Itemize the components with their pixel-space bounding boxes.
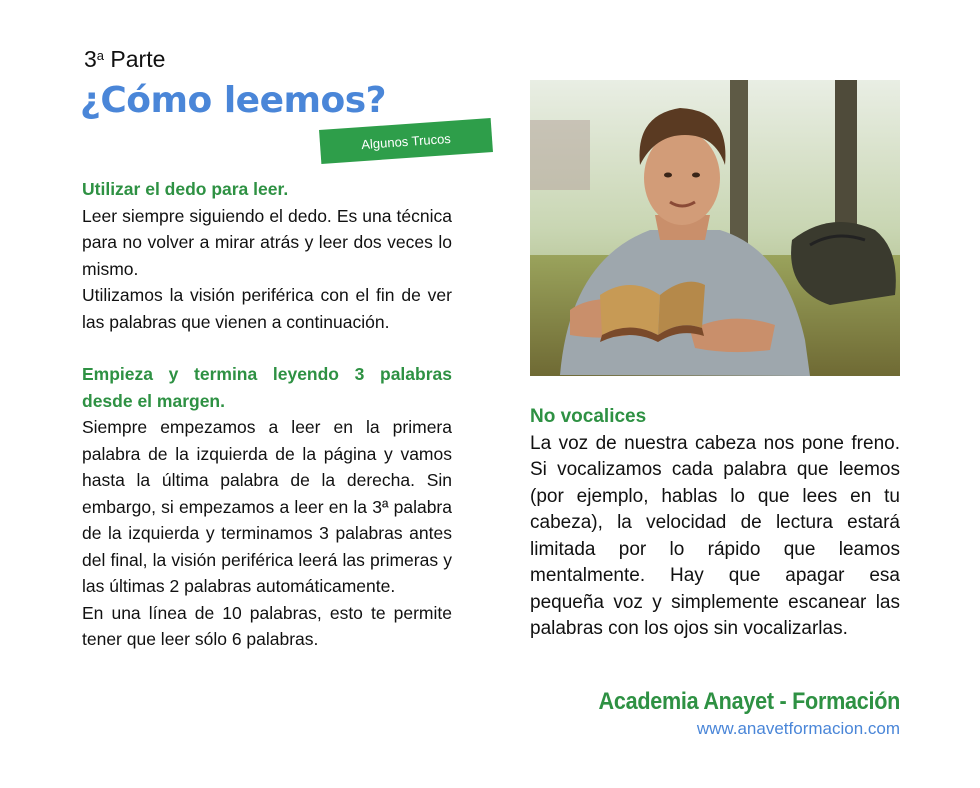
brand-url: www.anavetformacion.com [696, 719, 900, 738]
brand-name: Academia Anayet - Formación [598, 688, 900, 715]
right-column [530, 404, 900, 643]
part-label [84, 46, 165, 73]
part-number: 3 [84, 46, 97, 72]
tips-ribbon-label: Algunos Trucos [360, 130, 452, 152]
paragraph-margin-1: Siempre empezamos a leer en la primera palabra de la izquierda de la página y vamos hasta la última palabra de la derecha. Sin embargo, si empezamos a leer en la 3ª palabra de la izquierda y terminamos 3 palabras antes del final, la visión periférica leerá las primeras y las últimas 2 palabras automáticamente. [82, 417, 452, 596]
paragraph-vocalize: La voz de nuestra cabeza nos pone freno. Si vocalizamos cada palabra que leemos (por ejemplo, hablas lo que lees en tu cabeza), la velocidad de lectura estará limitada por lo rápido que leamos mentalmente. Hay que apagar esa pequeña voz y simplemente escanear las palabras con los ojos sin vocalizarlas. [530, 432, 900, 639]
part-word: Parte [110, 46, 166, 72]
section-heading-margin: Empieza y termina leyendo 3 palabras desde el margen. [82, 364, 452, 411]
paragraph-margin-2: En una línea de 10 palabras, esto te permite tener que leer sólo 6 palabras. [82, 602, 452, 649]
reading-student-photo [530, 80, 900, 376]
paragraph-finger-1: Leer siempre siguiendo el dedo. Es una técnica para no volver a mirar atrás y leer dos veces lo mismo. [82, 205, 452, 279]
page-title: ¿Cómo leemos? [80, 80, 387, 121]
tips-ribbon [319, 118, 493, 164]
section-heading-finger: Utilizar el dedo para leer. [82, 179, 289, 199]
part-ordinal: a [96, 48, 105, 63]
section-heading-vocalize: No vocalices [530, 406, 647, 427]
left-column [82, 176, 452, 653]
paragraph-finger-2: Utilizamos la visión periférica con el fin de ver las palabras que vienen a continuación. [82, 285, 452, 332]
